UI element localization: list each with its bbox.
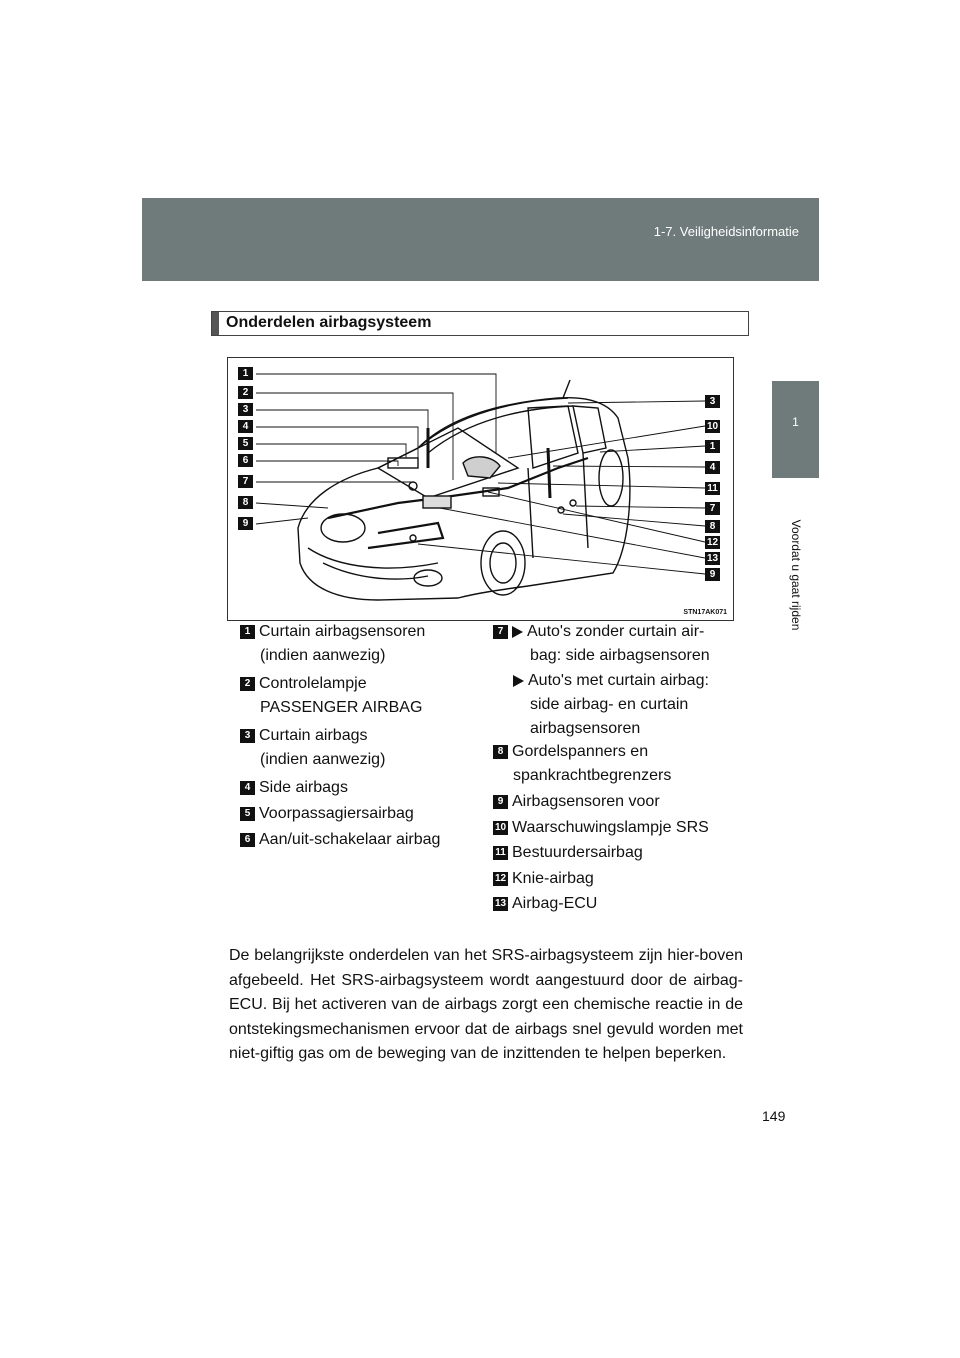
item-number: 11 [493, 846, 508, 860]
list-item [493, 620, 710, 668]
figure-code: STN17AK071 [683, 609, 727, 616]
item-number: 2 [240, 677, 255, 691]
callout-left-6: 6 [238, 454, 253, 467]
chapter-tab [772, 381, 819, 478]
list-item [240, 802, 414, 826]
item-text: Voorpassagiersairbag [259, 805, 414, 822]
list-item [240, 724, 385, 772]
arrow-icon [513, 675, 524, 687]
list-item [240, 672, 422, 720]
heading-bar [212, 312, 219, 335]
chapter-title: Voordat u gaat rijden [789, 519, 803, 631]
heading-text: Onderdelen airbagsysteem [226, 314, 432, 331]
item-number: 1 [240, 625, 255, 639]
item-text: Curtain airbags [259, 727, 368, 744]
item-number: 8 [493, 745, 508, 759]
item-number: 9 [493, 795, 508, 809]
list-item [493, 841, 643, 865]
list-item [493, 740, 671, 788]
item-text: side airbag- en curtain [530, 696, 689, 713]
item-text: Knie-airbag [512, 870, 594, 887]
item-text: airbagsensoren [530, 720, 641, 737]
list-item [240, 776, 348, 800]
item-text: Auto's zonder curtain air- [527, 623, 705, 640]
callout-left-8: 8 [238, 496, 253, 509]
callout-right-13: 13 [706, 553, 719, 564]
item-text: PASSENGER AIRBAG [260, 699, 423, 716]
item-text: bag: side airbagsensoren [530, 647, 710, 664]
page-number: 149 [762, 1108, 786, 1124]
item-number: 3 [240, 729, 255, 743]
list-item [493, 669, 709, 741]
callout-left-2: 2 [238, 386, 253, 399]
item-number: 6 [240, 833, 255, 847]
callout-right-7: 7 [705, 502, 720, 515]
callout-right-12: 12 [706, 537, 719, 548]
callout-right-4: 4 [705, 461, 720, 474]
item-text: Bestuurdersairbag [512, 844, 643, 861]
list-item [240, 620, 425, 668]
callout-left-5: 5 [238, 437, 253, 450]
callout-right-11: 11 [705, 482, 720, 495]
list-item [240, 828, 440, 852]
item-number: 10 [494, 821, 507, 833]
item-number: 7 [493, 625, 508, 639]
item-text: Aan/uit-schakelaar airbag [259, 831, 441, 848]
callout-right-9: 9 [705, 568, 720, 581]
callout-left-1: 1 [238, 367, 253, 380]
callout-left-4: 4 [238, 420, 253, 433]
item-text: Side airbags [259, 779, 348, 796]
page-header [142, 198, 819, 281]
item-number: 5 [240, 807, 255, 821]
callout-left-3: 3 [238, 403, 253, 416]
item-number: 4 [240, 781, 255, 795]
item-text: (indien aanwezig) [260, 751, 386, 768]
item-text: Auto's met curtain airbag: [528, 672, 709, 689]
car-illustration [228, 358, 733, 620]
arrow-icon [512, 626, 523, 638]
list-item [493, 816, 709, 840]
chapter-number: 1 [792, 415, 799, 429]
item-text: (indien aanwezig) [260, 647, 386, 664]
section-title: 1-7. Veiligheidsinformatie [653, 224, 799, 239]
airbag-diagram [227, 357, 734, 621]
item-text: Airbagsensoren voor [512, 793, 660, 810]
callout-left-7: 7 [238, 475, 253, 488]
list-item [493, 867, 594, 891]
callout-left-9: 9 [238, 517, 253, 530]
item-text: spankrachtbegrenzers [513, 767, 672, 784]
callout-right-8: 8 [705, 520, 720, 533]
item-text: Waarschuwingslampje SRS [512, 819, 709, 836]
body-paragraph: De belangrijkste onderdelen van het SRS-airbagsysteem zijn hier-boven afgebeeld. Het SRS-airbagsysteem wordt aangestuurd door de airbag-ECU. Bij het activeren van de airbags zorgt een chemische reactie in de ontstekingsmechanismen ervoor dat de airbags snel gevuld worden met niet-giftig gas om de beweging van de inzittenden te helpen beperken. [229, 947, 743, 1062]
item-text: Airbag-ECU [512, 895, 598, 912]
item-text: Gordelspanners en [512, 743, 649, 760]
callout-right-1: 1 [705, 440, 720, 453]
callout-right-10: 10 [706, 421, 719, 432]
item-text: Controlelampje [259, 675, 367, 692]
item-number: 13 [494, 897, 507, 909]
section-heading [211, 311, 749, 336]
list-item [493, 790, 660, 814]
item-text: Curtain airbagsensoren [259, 623, 426, 640]
item-number: 12 [494, 872, 507, 884]
list-item [493, 892, 597, 916]
callout-right-3: 3 [705, 395, 720, 408]
chapter-label [786, 510, 806, 660]
